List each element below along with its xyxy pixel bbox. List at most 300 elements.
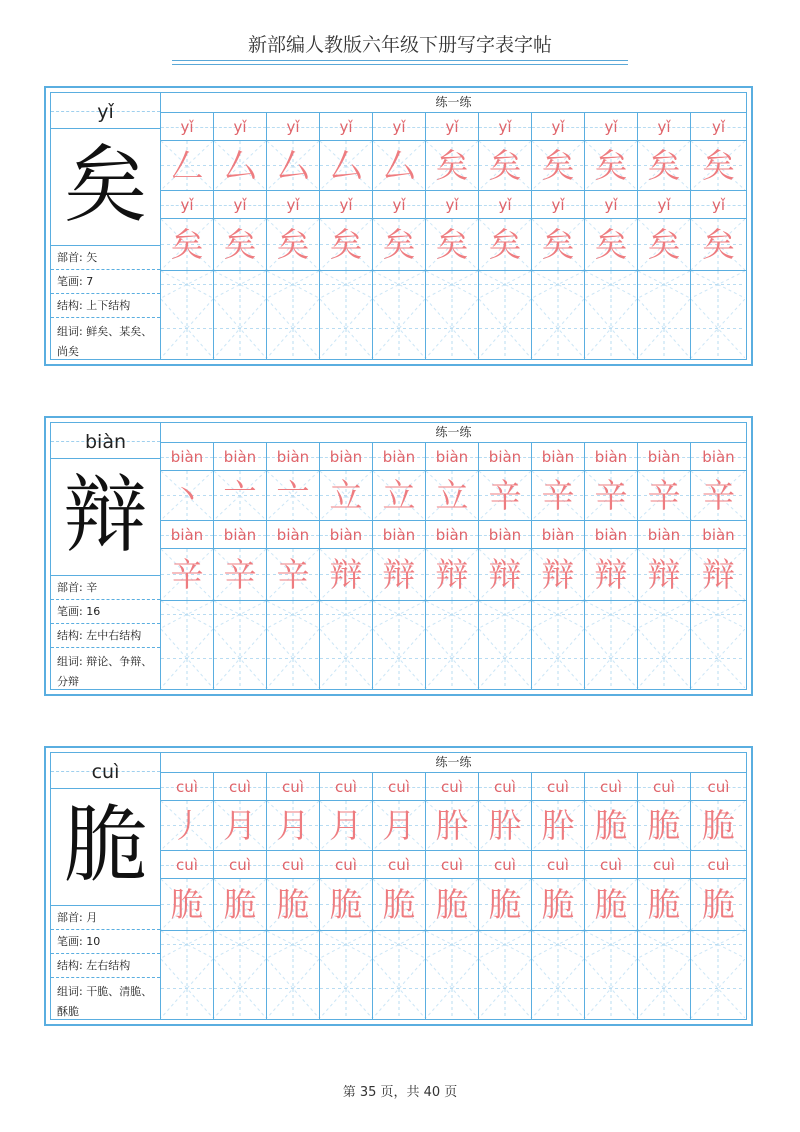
info-value: 辛: [86, 581, 98, 594]
tianzige-guide: [638, 959, 690, 1018]
pinyin-text: yǐ: [711, 118, 726, 136]
trace-character: 辛: [594, 476, 628, 515]
trace-cell[interactable]: [214, 879, 267, 931]
blank-practice-cell[interactable]: [426, 931, 479, 959]
trace-cell[interactable]: [161, 219, 214, 271]
tianzige-guide: [585, 959, 637, 1018]
pinyin-cell: [426, 191, 479, 219]
blank-practice-cell[interactable]: [532, 931, 585, 959]
trace-cell[interactable]: [373, 141, 426, 191]
pinyin-text: biàn: [702, 448, 735, 466]
trace-cell[interactable]: [373, 471, 426, 521]
trace-character: 立: [435, 476, 469, 515]
blank-practice-cell[interactable]: [320, 629, 373, 689]
trace-character: 矣: [594, 146, 628, 185]
trace-cell[interactable]: [691, 471, 746, 521]
practice-row: [161, 191, 746, 219]
trace-cell[interactable]: [161, 879, 214, 931]
blank-practice-cell[interactable]: [373, 931, 426, 959]
blank-practice-cell[interactable]: [426, 299, 479, 359]
blank-practice-cell[interactable]: [161, 959, 214, 1019]
trace-cell[interactable]: [320, 549, 373, 601]
pinyin-text: biàn: [594, 526, 628, 544]
pinyin-text: yǐ: [551, 196, 565, 214]
pinyin-text: biàn: [594, 448, 628, 466]
tianzige-guide: [691, 629, 745, 688]
pinyin-text: biàn: [435, 448, 469, 466]
pinyin-cell: [214, 773, 267, 801]
card-inner-frame: [50, 422, 747, 690]
blank-practice-cell[interactable]: [691, 931, 746, 959]
blank-practice-cell[interactable]: [638, 601, 691, 629]
tianzige-guide: [638, 931, 690, 958]
trace-cell[interactable]: [214, 141, 267, 191]
blank-practice-cell[interactable]: [426, 601, 479, 629]
tianzige-guide: [638, 299, 690, 358]
info-value: 矢: [86, 251, 98, 264]
trace-cell[interactable]: [479, 471, 532, 521]
trace-cell[interactable]: [161, 549, 214, 601]
blank-practice-cell[interactable]: [373, 629, 426, 689]
pinyin-cell: [267, 773, 320, 801]
pinyin-text: cuì: [547, 856, 569, 874]
trace-cell[interactable]: [585, 141, 638, 191]
trace-cell[interactable]: [267, 471, 320, 521]
info-words: [51, 648, 160, 689]
pinyin-text: cuì: [388, 856, 410, 874]
trace-character: 辛: [488, 476, 522, 515]
trace-character: 辩: [435, 555, 469, 594]
blank-practice-cell[interactable]: [161, 601, 214, 629]
trace-cell[interactable]: [214, 471, 267, 521]
trace-cell[interactable]: [585, 471, 638, 521]
trace-character: 矣: [435, 146, 469, 185]
blank-practice-cell[interactable]: [532, 959, 585, 1019]
pinyin-text: biàn: [541, 526, 575, 544]
tianzige-guide: [479, 931, 531, 958]
pinyin-cell: [373, 443, 426, 471]
trace-character: 矣: [541, 146, 575, 185]
trace-cell[interactable]: [373, 219, 426, 271]
trace-cell[interactable]: [585, 801, 638, 851]
trace-cell[interactable]: [532, 141, 585, 191]
tianzige-guide: [373, 271, 425, 298]
tianzige-guide: [320, 271, 372, 298]
pinyin-text: biàn: [541, 448, 575, 466]
blank-practice-cell[interactable]: [214, 601, 267, 629]
character-info-panel: [51, 423, 161, 689]
title-underline: [172, 60, 628, 61]
pinyin-text: cuì: [229, 778, 251, 796]
trace-character: 月: [223, 806, 257, 845]
blank-practice-cell[interactable]: [161, 271, 214, 299]
blank-practice-cell[interactable]: [426, 271, 479, 299]
practice-row: [161, 113, 746, 141]
blank-practice-cell[interactable]: [373, 601, 426, 629]
pinyin-text: yǐ: [392, 118, 406, 136]
pinyin-text: cuì: [494, 856, 516, 874]
pinyin-cell: [585, 113, 638, 141]
tianzige-guide: [691, 931, 745, 958]
tianzige-guide: [320, 931, 372, 958]
blank-practice-cell[interactable]: [320, 959, 373, 1019]
trace-character: 脆: [647, 885, 681, 924]
blank-practice-cell[interactable]: [638, 299, 691, 359]
blank-practice-cell[interactable]: [426, 629, 479, 689]
info-structure: [51, 954, 160, 978]
character-card: [44, 86, 753, 366]
trace-character: 辩: [702, 555, 735, 594]
blank-practice-cell[interactable]: [426, 959, 479, 1019]
tianzige-guide: [532, 629, 584, 688]
character-card: [44, 416, 753, 696]
trace-cell[interactable]: [373, 879, 426, 931]
trace-cell[interactable]: [638, 219, 691, 271]
trace-cell[interactable]: [426, 879, 479, 931]
pinyin-cell: [532, 851, 585, 879]
pinyin-cell: [320, 191, 373, 219]
blank-practice-cell[interactable]: [585, 601, 638, 629]
tianzige-guide: [479, 959, 531, 1018]
trace-character: 立: [382, 476, 416, 515]
tianzige-guide: [320, 959, 372, 1018]
trace-cell[interactable]: [373, 801, 426, 851]
tianzige-guide: [426, 931, 478, 958]
pinyin-cell: [373, 773, 426, 801]
blank-practice-cell[interactable]: [267, 931, 320, 959]
blank-practice-cell[interactable]: [585, 959, 638, 1019]
pinyin-text: biàn: [702, 526, 735, 544]
pinyin-cell: [691, 851, 746, 879]
blank-practice-cell[interactable]: [267, 601, 320, 629]
info-value: 左右结构: [86, 959, 131, 972]
blank-practice-cell[interactable]: [638, 959, 691, 1019]
blank-practice-cell[interactable]: [267, 959, 320, 1019]
pinyin-text: cuì: [494, 778, 516, 796]
trace-cell[interactable]: [426, 549, 479, 601]
blank-practice-cell[interactable]: [214, 931, 267, 959]
trace-character: 脆: [170, 885, 204, 924]
trace-cell[interactable]: [267, 549, 320, 601]
practice-row: [161, 629, 746, 689]
trace-character: 立: [329, 476, 363, 515]
trace-cell[interactable]: [267, 141, 320, 191]
tianzige-guide: [267, 629, 319, 688]
info-label: 结构:: [57, 959, 87, 972]
tianzige-guide: [479, 271, 531, 298]
tianzige-guide: [479, 299, 531, 358]
trace-cell[interactable]: [585, 879, 638, 931]
blank-practice-cell[interactable]: [532, 601, 585, 629]
pinyin-cell: [267, 851, 320, 879]
trace-cell[interactable]: [267, 879, 320, 931]
pinyin-cell: [320, 521, 373, 549]
blank-practice-cell[interactable]: [532, 299, 585, 359]
pinyin-cell: [373, 191, 426, 219]
trace-character: 𠃋: [170, 146, 204, 185]
blank-practice-cell[interactable]: [320, 271, 373, 299]
pinyin-cell: [373, 113, 426, 141]
info-value: 干脆、清脆、酥脆: [57, 985, 153, 1018]
trace-cell[interactable]: [479, 879, 532, 931]
pinyin-cell: [638, 851, 691, 879]
trace-cell[interactable]: [161, 141, 214, 191]
blank-practice-cell[interactable]: [161, 299, 214, 359]
info-structure: [51, 294, 160, 318]
info-label: 结构:: [57, 299, 87, 312]
blank-practice-cell[interactable]: [585, 629, 638, 689]
trace-cell[interactable]: [373, 549, 426, 601]
tianzige-guide: [638, 601, 690, 628]
tianzige-guide: [426, 601, 478, 628]
blank-practice-cell[interactable]: [691, 959, 746, 1019]
trace-cell[interactable]: [214, 549, 267, 601]
trace-character: 月: [276, 806, 310, 845]
practice-row: [161, 773, 746, 801]
tianzige-guide: [214, 629, 266, 688]
blank-practice-cell[interactable]: [638, 931, 691, 959]
trace-cell[interactable]: [267, 219, 320, 271]
blank-practice-cell[interactable]: [585, 271, 638, 299]
trace-cell[interactable]: [320, 471, 373, 521]
blank-practice-cell[interactable]: [214, 629, 267, 689]
trace-character: 肸: [488, 806, 522, 845]
tianzige-guide: [320, 601, 372, 628]
pinyin-cell: [161, 521, 214, 549]
blank-practice-cell[interactable]: [373, 959, 426, 1019]
pinyin-text: biàn: [276, 448, 310, 466]
blank-practice-cell[interactable]: [691, 299, 746, 359]
practice-row: [161, 471, 746, 521]
tianzige-guide: [161, 629, 213, 688]
blank-practice-cell[interactable]: [161, 629, 214, 689]
trace-cell[interactable]: [585, 219, 638, 271]
trace-character: 辩: [541, 555, 575, 594]
info-label: 组词:: [57, 985, 87, 998]
tianzige-guide: [214, 601, 266, 628]
blank-practice-cell[interactable]: [532, 629, 585, 689]
blank-practice-cell[interactable]: [161, 931, 214, 959]
practice-row: [161, 549, 746, 601]
pinyin-text: cuì: [441, 778, 463, 796]
blank-practice-cell[interactable]: [691, 271, 746, 299]
trace-cell[interactable]: [638, 879, 691, 931]
info-value: 上下结构: [86, 299, 131, 312]
blank-practice-cell[interactable]: [479, 271, 532, 299]
trace-cell[interactable]: [532, 471, 585, 521]
tianzige-guide: [161, 601, 213, 628]
blank-practice-cell[interactable]: [320, 601, 373, 629]
pinyin-text: cuì: [600, 856, 622, 874]
info-label: 组词:: [57, 325, 87, 338]
trace-cell[interactable]: [479, 219, 532, 271]
tianzige-guide: [214, 271, 266, 298]
blank-practice-cell[interactable]: [214, 299, 267, 359]
trace-character: 辩: [488, 555, 522, 594]
trace-character: 厶: [276, 146, 310, 185]
trace-character: 辩: [382, 555, 416, 594]
trace-character: 矣: [170, 225, 204, 264]
pinyin-text: biàn: [223, 448, 257, 466]
pinyin-text: cuì: [707, 778, 730, 796]
blank-practice-cell[interactable]: [585, 299, 638, 359]
trace-cell[interactable]: [691, 219, 746, 271]
trace-cell[interactable]: [426, 141, 479, 191]
info-value: 月: [86, 911, 98, 924]
info-value: 左中右结构: [86, 629, 142, 642]
trace-cell[interactable]: [691, 801, 746, 851]
trace-cell[interactable]: [479, 141, 532, 191]
pinyin-text: yǐ: [445, 196, 459, 214]
trace-character: 脆: [541, 885, 575, 924]
blank-practice-cell[interactable]: [320, 931, 373, 959]
practice-heading: 练一练: [161, 93, 746, 113]
blank-practice-cell[interactable]: [691, 629, 746, 689]
pinyin-text: yǐ: [604, 196, 618, 214]
pinyin-cell: [691, 773, 746, 801]
trace-cell[interactable]: [320, 801, 373, 851]
trace-cell[interactable]: [426, 219, 479, 271]
trace-character: 脆: [702, 885, 735, 924]
trace-character: 脆: [488, 885, 522, 924]
trace-character: 月: [329, 806, 363, 845]
blank-practice-cell[interactable]: [267, 271, 320, 299]
trace-cell[interactable]: [638, 471, 691, 521]
blank-practice-cell[interactable]: [214, 959, 267, 1019]
trace-cell[interactable]: [638, 141, 691, 191]
trace-character: 脆: [647, 806, 681, 845]
trace-cell[interactable]: [585, 549, 638, 601]
trace-character: 脆: [435, 885, 469, 924]
trace-cell[interactable]: [532, 879, 585, 931]
pinyin-text: yǐ: [97, 101, 114, 123]
trace-cell[interactable]: [161, 801, 214, 851]
trace-character: 辛: [223, 555, 257, 594]
tianzige-guide: [426, 299, 478, 358]
blank-practice-cell[interactable]: [214, 271, 267, 299]
trace-cell[interactable]: [161, 471, 214, 521]
info-label: 部首:: [57, 251, 87, 264]
tianzige-guide: [267, 299, 319, 358]
blank-practice-cell[interactable]: [479, 629, 532, 689]
trace-character: 矣: [594, 225, 628, 264]
trace-cell[interactable]: [214, 219, 267, 271]
trace-cell[interactable]: [320, 219, 373, 271]
info-label: 笔画:: [57, 605, 87, 618]
pinyin-text: yǐ: [445, 118, 459, 136]
blank-practice-cell[interactable]: [267, 629, 320, 689]
blank-practice-cell[interactable]: [479, 931, 532, 959]
character-card: [44, 746, 753, 1026]
trace-character: 矣: [702, 146, 735, 185]
pinyin-cell: [585, 191, 638, 219]
model-character: 脆: [51, 789, 160, 906]
trace-cell[interactable]: [426, 801, 479, 851]
blank-practice-cell[interactable]: [585, 931, 638, 959]
blank-practice-cell[interactable]: [479, 299, 532, 359]
info-label: 组词:: [57, 655, 87, 668]
tianzige-guide: [214, 931, 266, 958]
trace-cell[interactable]: [691, 549, 746, 601]
practice-row: [161, 219, 746, 271]
pinyin-cell: [267, 113, 320, 141]
trace-cell[interactable]: [532, 549, 585, 601]
trace-cell[interactable]: [426, 471, 479, 521]
tianzige-guide: [373, 629, 425, 688]
pinyin-cell: [161, 443, 214, 471]
info-radical: [51, 576, 160, 600]
tianzige-guide: [161, 959, 213, 1018]
pinyin-cell: [691, 443, 746, 471]
trace-cell[interactable]: [691, 141, 746, 191]
trace-cell[interactable]: [479, 549, 532, 601]
pinyin-text: yǐ: [233, 118, 247, 136]
pinyin-cell: [479, 521, 532, 549]
trace-cell[interactable]: [320, 879, 373, 931]
tianzige-guide: [585, 601, 637, 628]
page-footer: 第 35 页，共 40 页: [342, 1085, 458, 1100]
pinyin-text: biàn: [223, 526, 257, 544]
trace-cell[interactable]: [267, 801, 320, 851]
trace-cell[interactable]: [320, 141, 373, 191]
trace-character: 辩: [647, 555, 681, 594]
blank-practice-cell[interactable]: [267, 299, 320, 359]
pinyin-cell: [373, 851, 426, 879]
blank-practice-cell[interactable]: [479, 601, 532, 629]
blank-practice-cell[interactable]: [320, 299, 373, 359]
blank-practice-cell[interactable]: [691, 601, 746, 629]
blank-practice-cell[interactable]: [638, 629, 691, 689]
blank-practice-cell[interactable]: [638, 271, 691, 299]
trace-character: 矣: [647, 225, 681, 264]
trace-cell[interactable]: [214, 801, 267, 851]
tianzige-guide: [691, 601, 745, 628]
pinyin-text: cuì: [335, 778, 357, 796]
trace-character: 辛: [541, 476, 575, 515]
trace-character: 脆: [594, 885, 628, 924]
pinyin-text: yǐ: [711, 196, 726, 214]
practice-row: [161, 141, 746, 191]
pinyin-text: yǐ: [286, 118, 300, 136]
trace-cell[interactable]: [638, 549, 691, 601]
pinyin-cell: [320, 113, 373, 141]
pinyin-text: cuì: [547, 778, 569, 796]
trace-cell[interactable]: [638, 801, 691, 851]
practice-row: [161, 801, 746, 851]
trace-cell[interactable]: [479, 801, 532, 851]
pinyin-text: biàn: [84, 431, 127, 453]
blank-practice-cell[interactable]: [532, 271, 585, 299]
practice-row: [161, 271, 746, 299]
blank-practice-cell[interactable]: [373, 271, 426, 299]
tianzige-guide: [479, 601, 531, 628]
tianzige-guide: [214, 959, 266, 1018]
trace-character: 脆: [382, 885, 416, 924]
pinyin-cell: [532, 443, 585, 471]
tianzige-guide: [479, 629, 531, 688]
pinyin-cell: [585, 773, 638, 801]
pinyin-cell: [161, 773, 214, 801]
trace-cell[interactable]: [532, 801, 585, 851]
pinyin-cell: [267, 191, 320, 219]
trace-cell[interactable]: [691, 879, 746, 931]
card-inner-frame: [50, 92, 747, 360]
trace-character: 脆: [276, 885, 310, 924]
blank-practice-cell[interactable]: [479, 959, 532, 1019]
card-inner-frame: [50, 752, 747, 1020]
blank-practice-cell[interactable]: [373, 299, 426, 359]
trace-cell[interactable]: [532, 219, 585, 271]
